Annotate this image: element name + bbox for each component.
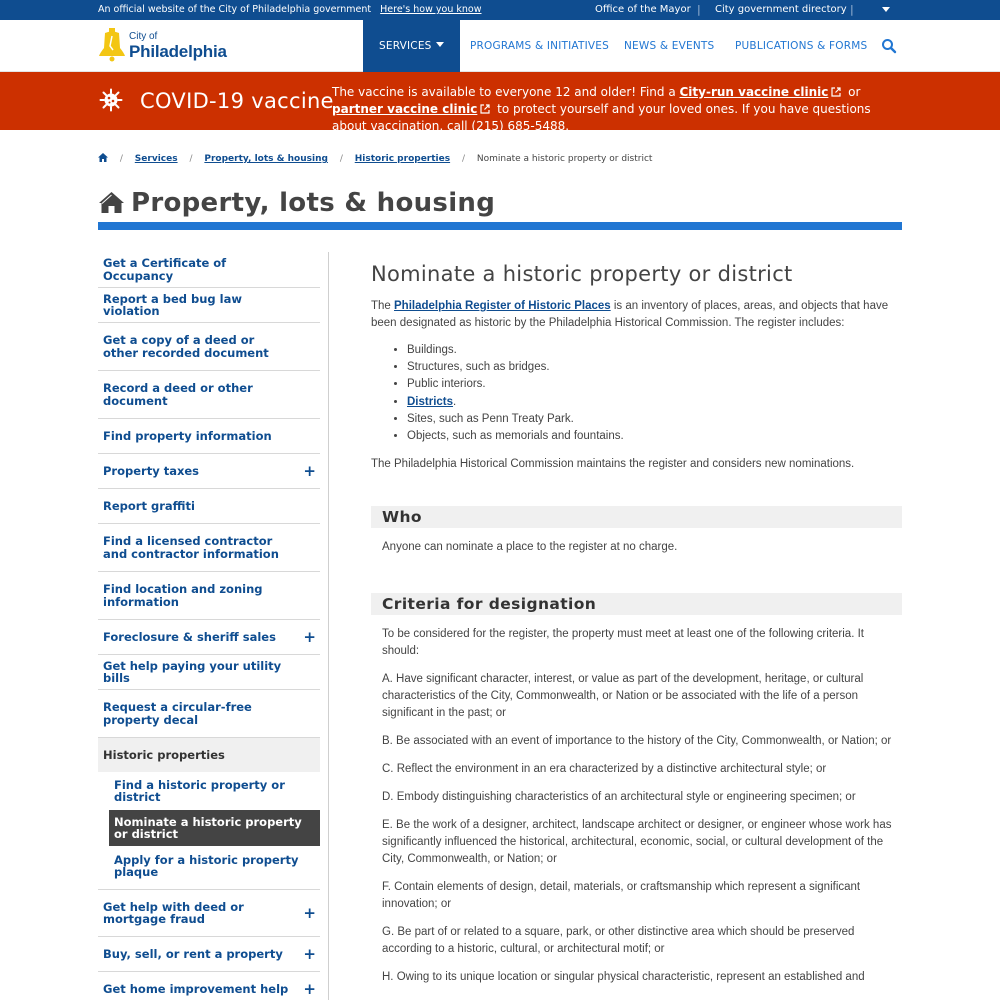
nav-services[interactable]	[363, 20, 460, 72]
search-icon[interactable]	[881, 38, 897, 54]
official-notice	[98, 4, 481, 15]
main-content	[371, 262, 902, 986]
criterion-item: G. Be part of or related to a square, park, or other distinctive area which should be preserved according to a historic, cultural, or architectural motif; or	[382, 926, 855, 956]
sidebar-item-label: Report graffiti	[103, 498, 195, 513]
city-directory-link[interactable]: City government directory	[715, 4, 847, 15]
breadcrumb-services[interactable]: Services	[134, 154, 178, 164]
sidebar-item-label: Report a bed bug law violation	[103, 291, 242, 318]
expand-plus-icon[interactable]: +	[303, 980, 316, 998]
home-icon	[98, 191, 125, 214]
criterion-item: C. Reflect the environment in an era characterized by a distinctive architectural style; or	[382, 763, 827, 776]
intro-text: is an inventory of places, areas, and objects that have been designated as historic by the Philadelphia Historical Commission. The register includes:	[371, 300, 889, 329]
sidebar-item-property-information[interactable]	[98, 419, 320, 454]
sidebar-item-circular-free-decal[interactable]	[98, 690, 320, 738]
who-heading: Who	[371, 506, 902, 528]
nav-news[interactable]: NEWS & EVENTS	[624, 40, 715, 52]
sidebar-group-historic-properties	[98, 738, 320, 890]
criterion-item: B. Be associated with an event of importance to the history of the City, Commonwealth, or Nation; or	[382, 735, 892, 748]
breadcrumb-separator: /	[119, 154, 123, 164]
title-divider	[98, 222, 902, 230]
sidebar-item-record-deed[interactable]	[98, 371, 320, 419]
breadcrumb-home[interactable]	[98, 153, 108, 164]
criterion-item: A. Have significant character, interest, or value as part of the development, heritage, or cultural characteristics of the City, Commonwealth, or Nation or be associated with the life of a person significant in the past; or	[382, 673, 864, 720]
criterion-item: F. Contain elements of design, detail, materials, or craftsmanship which represent a significant innovation; or	[382, 881, 861, 911]
sidebar-item-home-improvement[interactable]	[98, 972, 320, 1000]
caret-down-icon	[436, 42, 444, 47]
criteria-intro: To be considered for the register, the property must meet at least one of the following criteria. It should:	[382, 628, 864, 658]
external-link-icon	[480, 104, 490, 114]
sidebar-item-label: Buy, sell, or rent a property	[103, 946, 283, 961]
sidebar-item-foreclosure[interactable]	[98, 620, 320, 655]
who-paragraph: Anyone can nominate a place to the register at no charge.	[382, 541, 678, 554]
breadcrumb-separator: /	[461, 154, 466, 164]
liberty-bell-icon	[98, 28, 126, 62]
content-heading: Nominate a historic property or district	[371, 262, 793, 286]
home-icon	[98, 153, 108, 162]
breadcrumb-separator: /	[339, 154, 343, 164]
top-separator: |	[850, 3, 854, 16]
nav-services-label: SERVICES	[379, 40, 432, 52]
sidebar-item-label: Get help with deed or mortgage fraud	[103, 899, 244, 926]
breadcrumb	[98, 153, 652, 164]
criterion-item: D. Embody distinguishing characteristics of an architectural style or engineering specimen; or	[382, 791, 856, 804]
logo-city-of: City of	[129, 31, 158, 42]
list-item: • Sites, such as Penn Treaty Park.	[407, 411, 902, 428]
list-item: • Public interiors.	[407, 376, 902, 393]
list-item: • Structures, such as bridges.	[407, 359, 902, 376]
office-of-mayor-link[interactable]: Office of the Mayor	[595, 4, 691, 15]
criterion-item: H. Owing to its unique location or singular physical characteristic, represent an established and	[382, 971, 865, 984]
sidebar-item-label: Get help paying your utility bills	[103, 658, 282, 685]
city-logo[interactable]	[98, 28, 238, 64]
who-section	[371, 539, 902, 556]
sidebar-item-label: Find location and zoning information	[103, 582, 263, 609]
covid-text-part: or	[844, 85, 861, 99]
sidebar-item-label: Find a licensed contractor and contractor information	[103, 534, 279, 561]
external-link-icon	[831, 87, 841, 97]
sidebar-item-buy-sell-rent[interactable]	[98, 937, 320, 972]
official-site-bar	[0, 0, 1000, 20]
sidebar-item-historic-properties[interactable]: Historic properties	[98, 738, 320, 772]
intro-paragraph	[371, 298, 902, 332]
sidebar-item-utility-bills[interactable]	[98, 655, 320, 690]
sidebar-item-label: Foreclosure & sheriff sales	[103, 629, 276, 644]
breadcrumb-property[interactable]: Property, lots & housing	[204, 154, 328, 164]
sidebar-subitem-nominate-historic[interactable]: Nominate a historic property or district	[109, 810, 320, 846]
site-header	[0, 20, 1000, 72]
list-item-period: .	[453, 395, 457, 408]
sidebar-subitem-historic-plaque[interactable]: Apply for a historic property plaque	[114, 852, 299, 879]
page-title: Property, lots & housing	[131, 188, 496, 218]
sidebar-item-licensed-contractor[interactable]	[98, 524, 320, 572]
criterion-item: E. Be the work of a designer, architect, landscape architect or designer, or engineer whose work has significantly influenced the historical, architectural, economic, social, or cultural development of the City, Commonwealth, or Nation; or	[382, 819, 892, 866]
sidebar-item-property-taxes[interactable]	[98, 454, 320, 489]
partner-vaccine-clinic-link[interactable]: partner vaccine clinic	[332, 102, 478, 116]
expand-plus-icon[interactable]: +	[303, 462, 316, 480]
sidebar-item-certificate-of-occupancy[interactable]	[98, 252, 320, 288]
nav-programs[interactable]: PROGRAMS & INITIATIVES	[470, 40, 609, 52]
sidebar-item-deed-fraud[interactable]	[98, 890, 320, 937]
register-includes-list	[407, 342, 902, 445]
sidebar-item-label: Record a deed or other document	[103, 381, 253, 408]
sidebar-item-label: Find property information	[103, 428, 272, 443]
sidebar-item-report-graffiti[interactable]	[98, 489, 320, 524]
heres-how-you-know-link[interactable]: Here's how you know	[380, 4, 482, 15]
criteria-section	[371, 626, 902, 986]
covid-text-part: The vaccine is available to everyone 12 and older! Find a	[332, 85, 680, 99]
sidebar-item-zoning[interactable]	[98, 572, 320, 620]
breadcrumb-historic-properties[interactable]: Historic properties	[354, 154, 451, 164]
expand-plus-icon[interactable]: +	[303, 628, 316, 646]
top-separator: |	[697, 3, 701, 16]
sidebar-item-label: Request a circular-free property decal	[103, 700, 252, 727]
logo-philadelphia: Philadelphia	[129, 42, 227, 61]
breadcrumb-current: Nominate a historic property or district	[476, 154, 653, 164]
breadcrumb-separator: /	[189, 154, 193, 164]
covid-text-part: to protect yourself and your loved ones. If you have questions about vaccination, call (215) 685-5488.	[332, 102, 871, 133]
sidebar-item-label: Get a copy of a deed or other recorded document	[103, 333, 269, 360]
expand-plus-icon[interactable]: +	[303, 945, 316, 963]
covid-banner-text	[332, 84, 902, 135]
sidebar-divider	[328, 252, 329, 1000]
maintains-paragraph: The Philadelphia Historical Commission maintains the register and considers new nominations.	[371, 458, 855, 471]
covid-alert-banner	[0, 72, 1000, 133]
sidebar-item-label: Get home improvement help	[103, 981, 289, 996]
sidebar-item-label: Property taxes	[103, 463, 200, 478]
city-run-vaccine-clinic-link[interactable]: City-run vaccine clinic	[679, 85, 829, 99]
official-notice-text: An official website of the City of Philadelphia government	[98, 4, 372, 15]
nav-publications[interactable]: PUBLICATIONS & FORMS	[735, 40, 868, 52]
criteria-heading: Criteria for designation	[371, 593, 902, 615]
language-dropdown-chevron-icon[interactable]	[882, 7, 890, 12]
districts-link[interactable]: Districts	[407, 395, 454, 408]
sidebar-item-label: Get a Certificate of Occupancy	[103, 256, 227, 283]
expand-plus-icon[interactable]: +	[303, 904, 316, 922]
sidebar-item-deed-copy[interactable]	[98, 323, 320, 371]
intro-text: The	[371, 300, 395, 312]
sidebar-item-bed-bug[interactable]	[98, 288, 320, 323]
sidebar-nav	[98, 252, 320, 1000]
philadelphia-register-link[interactable]: Philadelphia Register of Historic Places	[394, 300, 611, 312]
list-item: • Objects, such as memorials and fountains.	[407, 428, 902, 445]
list-item: • Buildings.	[407, 342, 902, 359]
covid-banner-title: COVID-19 vaccine	[140, 89, 334, 113]
virus-icon	[99, 88, 123, 112]
sidebar-subitem-find-historic[interactable]: Find a historic property or district	[114, 777, 285, 804]
list-item	[407, 394, 902, 411]
